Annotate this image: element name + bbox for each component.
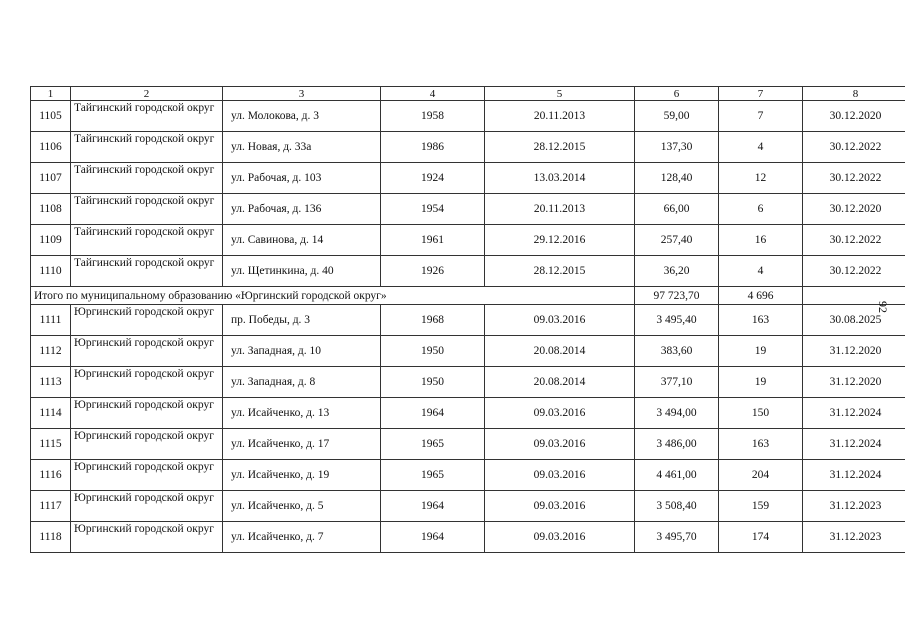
address-cell: ул. Савинова, д. 14	[223, 225, 381, 256]
residents-cell: 4	[719, 256, 803, 287]
resettlement-deadline-cell: 31.12.2020	[803, 367, 905, 398]
municipality-cell: Тайгинский городской округ	[71, 163, 223, 194]
address-cell: ул. Рабочая, д. 136	[223, 194, 381, 225]
col-header-2: 2	[71, 87, 223, 101]
address-cell: ул. Исайченко, д. 13	[223, 398, 381, 429]
col-header-7: 7	[719, 87, 803, 101]
col-header-4: 4	[381, 87, 485, 101]
address-cell: ул. Западная, д. 10	[223, 336, 381, 367]
row-number-cell: 1110	[31, 256, 71, 287]
row-number-cell: 1105	[31, 101, 71, 132]
row-number-cell: 1115	[31, 429, 71, 460]
row-number-cell: 1106	[31, 132, 71, 163]
year-built-cell: 1968	[381, 305, 485, 336]
resettlement-deadline-cell: 30.12.2020	[803, 101, 905, 132]
residents-cell: 19	[719, 336, 803, 367]
emergency-date-cell: 09.03.2016	[485, 522, 635, 553]
resettlement-deadline-cell: 30.12.2022	[803, 256, 905, 287]
area-cell: 66,00	[635, 194, 719, 225]
col-header-1: 1	[31, 87, 71, 101]
residents-cell: 163	[719, 305, 803, 336]
year-built-cell: 1926	[381, 256, 485, 287]
resettlement-deadline-cell: 30.12.2022	[803, 132, 905, 163]
resettlement-deadline-cell: 30.12.2022	[803, 163, 905, 194]
table-row	[31, 491, 905, 522]
resettlement-deadline-cell: 31.12.2023	[803, 491, 905, 522]
municipality-cell: Тайгинский городской округ	[71, 132, 223, 163]
residents-cell: 204	[719, 460, 803, 491]
year-built-cell: 1950	[381, 367, 485, 398]
year-built-cell: 1964	[381, 522, 485, 553]
year-built-cell: 1965	[381, 429, 485, 460]
year-built-cell: 1954	[381, 194, 485, 225]
address-cell: ул. Исайченко, д. 19	[223, 460, 381, 491]
residents-cell: 16	[719, 225, 803, 256]
col-header-5: 5	[485, 87, 635, 101]
year-built-cell: 1924	[381, 163, 485, 194]
total-area: 97 723,70	[635, 287, 719, 305]
area-cell: 377,10	[635, 367, 719, 398]
emergency-date-cell: 20.11.2013	[485, 101, 635, 132]
address-cell: ул. Молокова, д. 3	[223, 101, 381, 132]
year-built-cell: 1958	[381, 101, 485, 132]
resettlement-deadline-cell: 31.12.2024	[803, 460, 905, 491]
residents-cell: 174	[719, 522, 803, 553]
residents-cell: 163	[719, 429, 803, 460]
emergency-date-cell: 20.08.2014	[485, 336, 635, 367]
address-cell: ул. Западная, д. 8	[223, 367, 381, 398]
area-cell: 4 461,00	[635, 460, 719, 491]
municipality-cell: Юргинский городской округ	[71, 522, 223, 553]
table-row	[31, 336, 905, 367]
area-cell: 3 495,40	[635, 305, 719, 336]
residents-cell: 159	[719, 491, 803, 522]
area-cell: 383,60	[635, 336, 719, 367]
residents-cell: 12	[719, 163, 803, 194]
col-header-3: 3	[223, 87, 381, 101]
row-number-cell: 1107	[31, 163, 71, 194]
resettlement-deadline-cell: 31.12.2024	[803, 429, 905, 460]
emergency-date-cell: 20.08.2014	[485, 367, 635, 398]
residents-cell: 4	[719, 132, 803, 163]
address-cell: ул. Новая, д. 33а	[223, 132, 381, 163]
page-number: 92	[876, 301, 890, 313]
residents-cell: 6	[719, 194, 803, 225]
year-built-cell: 1964	[381, 398, 485, 429]
row-number-cell: 1111	[31, 305, 71, 336]
address-cell: ул. Исайченко, д. 7	[223, 522, 381, 553]
area-cell: 3 486,00	[635, 429, 719, 460]
emergency-date-cell: 09.03.2016	[485, 491, 635, 522]
year-built-cell: 1986	[381, 132, 485, 163]
residents-cell: 7	[719, 101, 803, 132]
year-built-cell: 1964	[381, 491, 485, 522]
total-row	[31, 287, 905, 305]
emergency-date-cell: 09.03.2016	[485, 398, 635, 429]
total-label: Итого по муниципальному образованию «Юргинский городской округ»	[31, 287, 635, 305]
table-row	[31, 522, 905, 553]
table-row	[31, 256, 905, 287]
municipality-cell: Юргинский городской округ	[71, 336, 223, 367]
total-residents: 4 696	[719, 287, 803, 305]
row-number-cell: 1116	[31, 460, 71, 491]
area-cell: 257,40	[635, 225, 719, 256]
municipality-cell: Тайгинский городской округ	[71, 225, 223, 256]
area-cell: 3 495,70	[635, 522, 719, 553]
area-cell: 3 494,00	[635, 398, 719, 429]
resettlement-deadline-cell: 30.08.2025	[803, 305, 905, 336]
municipality-cell: Юргинский городской округ	[71, 491, 223, 522]
emergency-date-cell: 29.12.2016	[485, 225, 635, 256]
area-cell: 59,00	[635, 101, 719, 132]
resettlement-deadline-cell: 30.12.2022	[803, 225, 905, 256]
table-row	[31, 101, 905, 132]
table-row	[31, 163, 905, 194]
table-row	[31, 429, 905, 460]
emergency-date-cell: 20.11.2013	[485, 194, 635, 225]
table-row	[31, 194, 905, 225]
address-cell: ул. Рабочая, д. 103	[223, 163, 381, 194]
address-cell: ул. Щетинкина, д. 40	[223, 256, 381, 287]
address-cell: ул. Исайченко, д. 17	[223, 429, 381, 460]
area-cell: 128,40	[635, 163, 719, 194]
resettlement-deadline-cell: 31.12.2023	[803, 522, 905, 553]
row-number-cell: 1114	[31, 398, 71, 429]
emergency-date-cell: 28.12.2015	[485, 132, 635, 163]
area-cell: 3 508,40	[635, 491, 719, 522]
table-row	[31, 225, 905, 256]
table-row	[31, 460, 905, 491]
housing-table	[30, 86, 905, 553]
emergency-date-cell: 09.03.2016	[485, 460, 635, 491]
municipality-cell: Юргинский городской округ	[71, 429, 223, 460]
municipality-cell: Тайгинский городской округ	[71, 194, 223, 225]
col-header-8: 8	[803, 87, 905, 101]
row-number-cell: 1112	[31, 336, 71, 367]
municipality-cell: Тайгинский городской округ	[71, 256, 223, 287]
year-built-cell: 1950	[381, 336, 485, 367]
table-row	[31, 132, 905, 163]
residents-cell: 150	[719, 398, 803, 429]
resettlement-deadline-cell: 30.12.2020	[803, 194, 905, 225]
area-cell: 137,30	[635, 132, 719, 163]
municipality-cell: Тайгинский городской округ	[71, 101, 223, 132]
emergency-date-cell: 09.03.2016	[485, 429, 635, 460]
year-built-cell: 1961	[381, 225, 485, 256]
municipality-cell: Юргинский городской округ	[71, 367, 223, 398]
row-number-cell: 1109	[31, 225, 71, 256]
emergency-date-cell: 28.12.2015	[485, 256, 635, 287]
emergency-date-cell: 13.03.2014	[485, 163, 635, 194]
address-cell: ул. Исайченко, д. 5	[223, 491, 381, 522]
area-cell: 36,20	[635, 256, 719, 287]
residents-cell: 19	[719, 367, 803, 398]
resettlement-deadline-cell: 31.12.2024	[803, 398, 905, 429]
table-row	[31, 398, 905, 429]
municipality-cell: Юргинский городской округ	[71, 398, 223, 429]
col-header-6: 6	[635, 87, 719, 101]
address-cell: пр. Победы, д. 3	[223, 305, 381, 336]
municipality-cell: Юргинский городской округ	[71, 460, 223, 491]
row-number-cell: 1108	[31, 194, 71, 225]
row-number-cell: 1113	[31, 367, 71, 398]
row-number-cell: 1118	[31, 522, 71, 553]
emergency-date-cell: 09.03.2016	[485, 305, 635, 336]
municipality-cell: Юргинский городской округ	[71, 305, 223, 336]
year-built-cell: 1965	[381, 460, 485, 491]
resettlement-deadline-cell: 31.12.2020	[803, 336, 905, 367]
table-row	[31, 367, 905, 398]
row-number-cell: 1117	[31, 491, 71, 522]
table-row	[31, 305, 905, 336]
column-number-row	[31, 87, 905, 101]
